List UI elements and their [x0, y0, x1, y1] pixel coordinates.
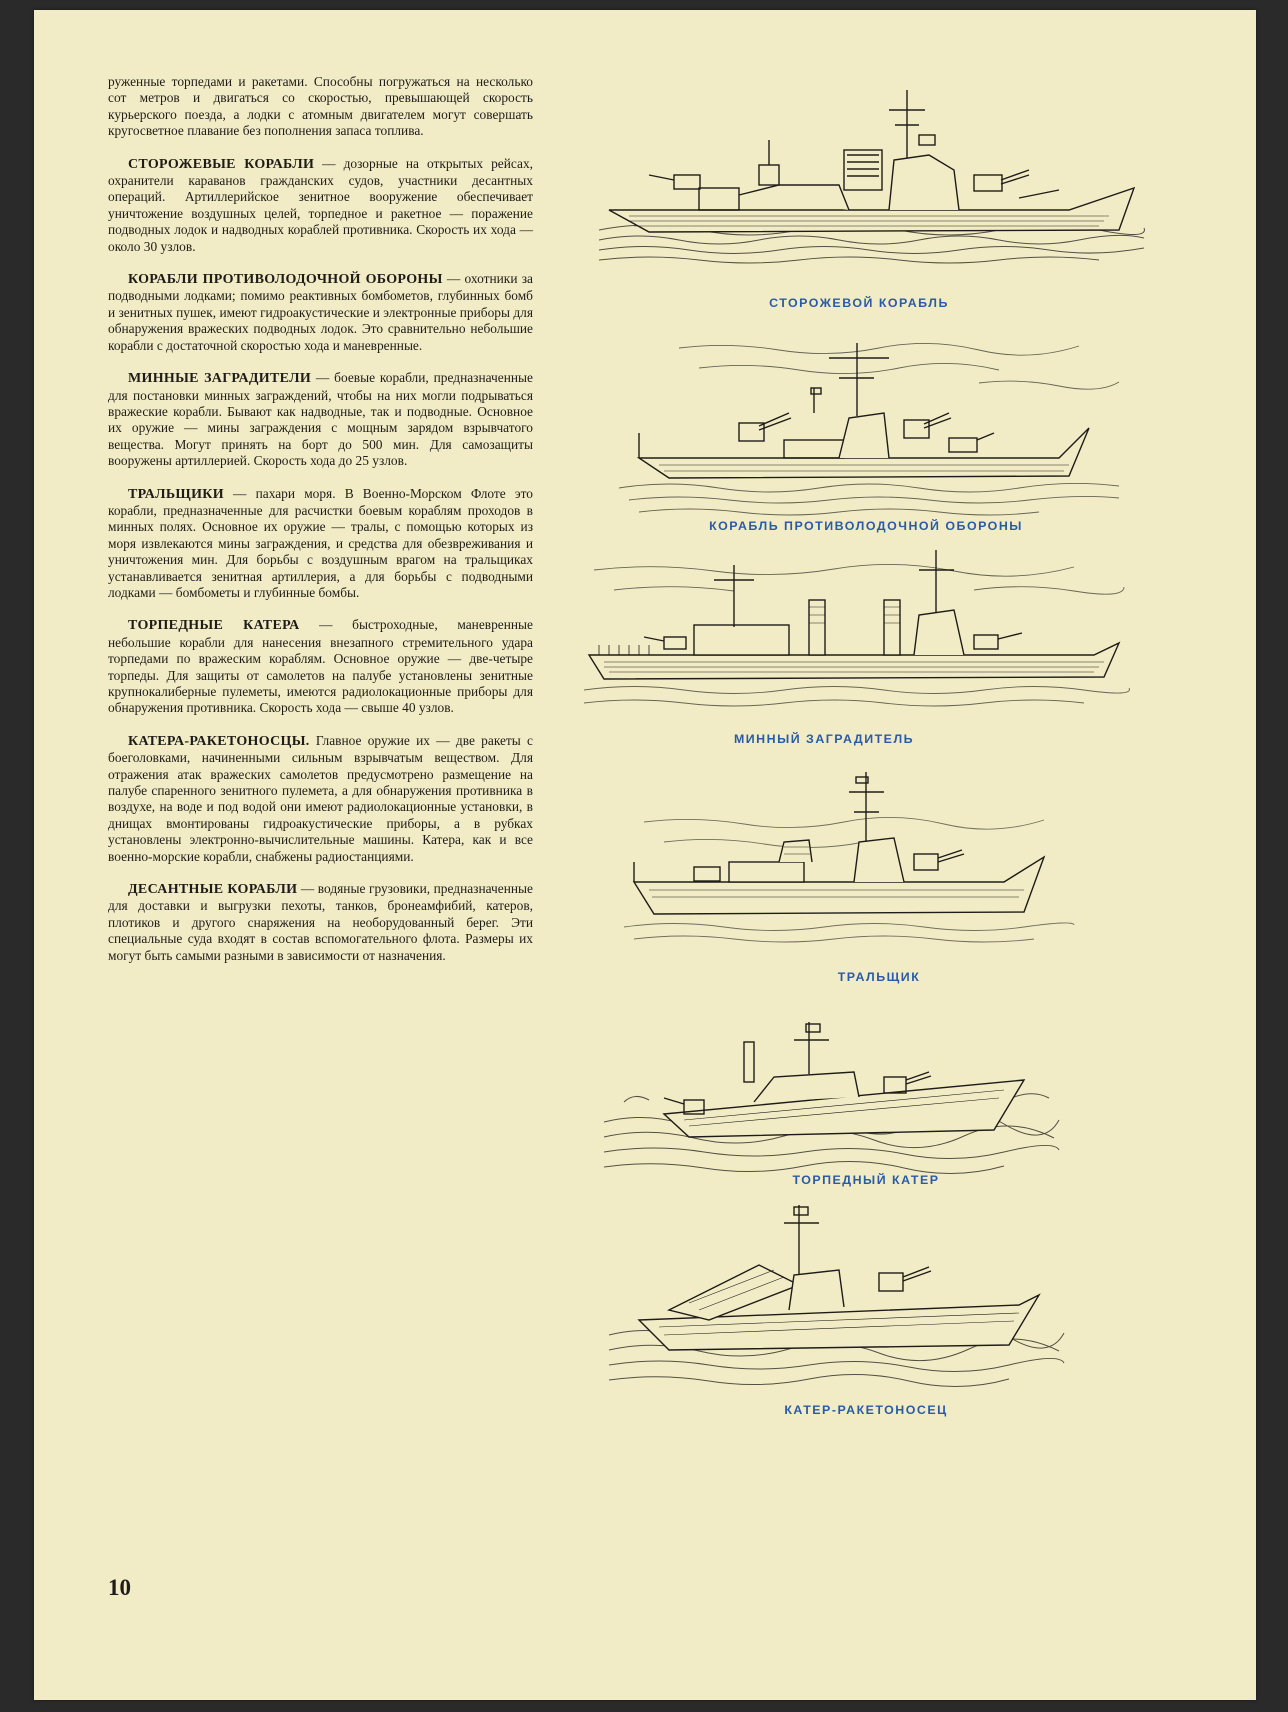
- page-number: 10: [108, 1575, 131, 1600]
- patrol-ship-illustration: [589, 80, 1149, 280]
- section-body: — пахари моря. В Военно-Морском Флоте это корабли, предназначенные для расчистки боевым кораблям проходов в минных полях. Основное их оружие — тралы, с помощью которых из моря извлекаются мины заграждения, и средства для обезвреживания и уничтожения мин. Для борьбы с воздушным врагом на тральщиках устанавливается зенитная артиллерия, а для борьбы с подводными лодками — бомбометы и глубинные бомбы.: [108, 485, 533, 600]
- caption-patrol-ship: СТОРОЖЕВОЙ КОРАБЛЬ: [769, 296, 949, 310]
- section-asw-ships: [108, 271, 533, 354]
- section-minesweepers: [108, 486, 533, 602]
- section-heading: ТОРПЕДНЫЕ КАТЕРА: [128, 618, 300, 634]
- section-landing-ships: [108, 881, 533, 964]
- magazine-page: [34, 10, 1256, 1700]
- caption-asw-ship: КОРАБЛЬ ПРОТИВОЛОДОЧНОЙ ОБОРОНЫ: [709, 519, 1023, 533]
- caption-missile-boat: КАТЕР-РАКЕТОНОСЕЦ: [784, 1403, 948, 1417]
- torpedo-boat-illustration: [594, 1002, 1064, 1182]
- article-text-column: [108, 74, 533, 980]
- section-heading: СТОРОЖЕВЫЕ КОРАБЛИ: [128, 156, 315, 172]
- caption-minelayer: МИННЫЙ ЗАГРАДИТЕЛЬ: [733, 732, 915, 746]
- section-body: — охотники за подводными лодками; помимо реактивных бомбометов, глубинных бомб и зенитных пушек, имеют гидроакустические и электронные приборы для обнаружения вражеских подводных лодок. Это сравнительно небольшие корабли с достаточной скоростью хода и маневренные.: [108, 271, 533, 353]
- section-heading: ТРАЛЬЩИКИ: [128, 486, 224, 502]
- section-torpedo-boats: [108, 617, 533, 716]
- section-heading: МИННЫЕ ЗАГРАДИТЕЛИ: [128, 371, 312, 387]
- caption-minesweeper: ТРАЛЬЩИК: [837, 970, 921, 984]
- section-body: — водяные грузовики, предназначенные для доставки и выгрузки пехоты, танков, бронеамфибий, катеров, плотиков и другого снаряжения на необорудованный берег. Эти специальные суда входят в состав вспомогательного флота. Размеры их могут быть самыми разными в зависимости от назначения.: [108, 881, 533, 963]
- section-heading: ДЕСАНТНЫЕ КОРАБЛИ: [128, 882, 298, 898]
- missile-boat-illustration: [599, 1195, 1069, 1395]
- section-heading: КОРАБЛИ ПРОТИВОЛОДОЧНОЙ ОБОРОНЫ: [128, 272, 443, 288]
- section-patrol-ships: [108, 156, 533, 255]
- minesweeper-illustration: [604, 762, 1084, 952]
- section-body: — боевые корабли, предназначенные для постановки минных заграждений, чтобы на них могли подрываться вражеские корабли. Бывают как надводные, так и подводные. Основное их оружие — мины заграждения с мощным зарядом взрывчатого вещества. Могут принять на борт до 500 мин. Для самозащиты вооружены артиллерией. Скорость хода до 25 узлов.: [108, 370, 533, 469]
- caption-torpedo-boat: ТОРПЕДНЫЙ КАТЕР: [792, 1173, 940, 1187]
- section-body: — быстроходные, маневренные небольшие корабли для нанесения внезапного стремительного удара торпедами по вражеским кораблям. Основное оружие — две-четыре торпеды. Для защиты от самолетов на палубе установлены зенитные крупнокалиберные пулеметы, имеются радиолокационные приборы для обнаружения противника. Скорость хода — свыше 40 узлов.: [108, 617, 533, 716]
- section-missile-boats: [108, 733, 533, 865]
- section-heading: КАТЕРА-РАКЕТОНОСЦЫ.: [128, 733, 310, 749]
- section-minelayers: [108, 370, 533, 469]
- intro-paragraph: руженные торпедами и ракетами. Способны погружаться на несколько сот метров и двигаться со скоростью, превышающей скорость курьерского поезда, а лодки с атомным двигателем могут совершать кругосветное плавание без пополнения запаса топлива.: [108, 74, 533, 139]
- section-body: — дозорные на открытых рейсах, охранители караванов гражданских судов, участники десантных операций. Артиллерийское зенитное вооружение обеспечивает уничтожение воздушных целей, торпедное и ракетное — поражение подводных лодок и надводных кораблей противника. Скорость их хода — около 30 узлов.: [108, 155, 533, 254]
- minelayer-illustration: [574, 545, 1134, 730]
- section-body: Главное оружие их — две ракеты с боеголовками, начиненными сильным взрывчатым веществом. Для отражения атак вражеских самолетов предусмотрено размещение на палубе спаренного зенитного пулемета, а для обнаружения противника в воздухе, на воде и под водой они имеют радиолокационные установки, в днищах вмонтированы гидроакустические приборы, а в рубках установлены электронно-вычислительные машины. Катера, как и все военно-морские корабли, снабжены радиостанциями.: [108, 732, 533, 864]
- asw-ship-illustration: [599, 328, 1139, 523]
